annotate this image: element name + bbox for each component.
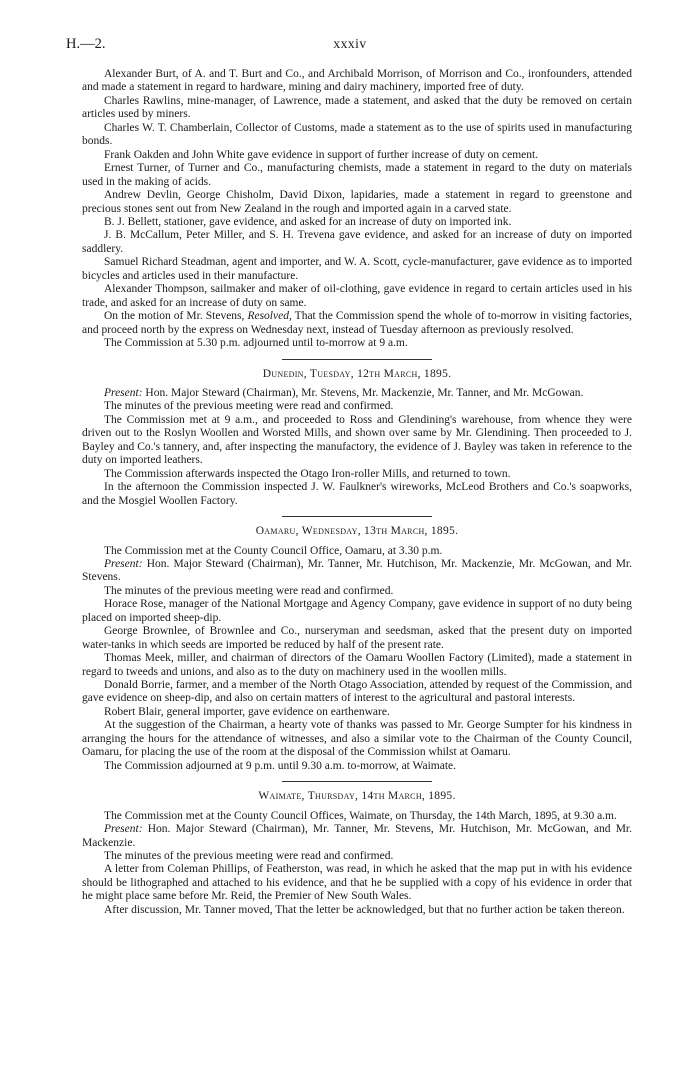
oamaru-section — [82, 525, 632, 773]
paragraph: Ernest Turner, of Turner and Co., manufacturing chemists, made a statement in regard to the duty on materials used in the making of acids. — [82, 162, 632, 188]
paragraph: The Commission met at 9 a.m., and proceeded to Ross and Glendining's warehouse, from whence they were driven out to the Roslyn Woollen and Worsted Mills, and shown over same by Mr. Glendining. Then proceeded to J. Bayley and Co.'s tannery, and, after inspecting the manufactory, the evidence of J. Bayley was taken in reference to the duty on imported leathers. — [82, 413, 632, 467]
paragraph: In the afternoon the Commission inspected J. W. Faulkner's wireworks, McLeod Brothers and Co.'s soapworks, and the Mosgiel Woollen Factory. — [82, 481, 632, 507]
present-text: Hon. Major Steward (Chairman), Mr. Tanner, Mr. Stevens, Mr. Hutchison, Mr. McGowan, and Mr. Mackenzie. — [82, 823, 632, 849]
motion-paragraph — [82, 310, 632, 337]
paragraph: The Commission met at the County Council Offices, Waimate, on Thursday, the 14th March, 1895, at 9.30 a.m. — [104, 809, 617, 822]
intro-section — [82, 68, 632, 351]
resolved-label: Resolved, — [247, 310, 292, 323]
paragraph: George Brownlee, of Brownlee and Co., nurseryman and seedsman, asked that the present duty on imported water-tanks in which seeds are imported be reduced by half of the present rate. — [82, 625, 632, 651]
paragraph: B. J. Bellett, stationer, gave evidence, and asked for an increase of duty on imported ink. — [104, 215, 512, 228]
paragraph: Horace Rose, manager of the National Mortgage and Agency Company, gave evidence in support of no duty being placed on imported sheep-dip. — [82, 598, 632, 624]
section-heading: Waimate, Thursday, 14th March, 1895. — [258, 790, 456, 803]
paragraph: The Commission adjourned at 9 p.m. until 9.30 a.m. to-morrow, at Waimate. — [104, 759, 457, 772]
paragraph: J. B. McCallum, Peter Miller, and S. H. Trevena gave evidence, and asked for an increase of duty on imported saddlery. — [82, 229, 632, 255]
present-text: Hon. Major Steward (Chairman), Mr. Tanner, Mr. Hutchison, Mr. Mackenzie, Mr. McGowan, and Mr. Stevens. — [82, 557, 632, 584]
document-body — [82, 68, 632, 917]
paragraph: Frank Oakden and John White gave evidence in support of further increase of duty on cement. — [104, 148, 539, 161]
document-reference: H.—2. — [66, 36, 106, 52]
section-divider — [282, 359, 432, 360]
paragraph: The minutes of the previous meeting were read and confirmed. — [104, 400, 394, 413]
paragraph: The minutes of the previous meeting were read and confirmed. — [104, 850, 394, 863]
dunedin-section — [82, 368, 632, 509]
present-label: Present: — [104, 557, 143, 570]
paragraph: Alexander Thompson, sailmaker and maker of oil-clothing, gave evidence in regard to certain articles used in his trade, and asked for an increase of duty on same. — [82, 283, 632, 309]
paragraph: The Commission afterwards inspected the Otago Iron-roller Mills, and returned to town. — [104, 467, 511, 480]
paragraph: Samuel Richard Steadman, agent and importer, and W. A. Scott, cycle-manufacturer, gave evidence as to imported bicycles and articles used in their manufacture. — [82, 256, 632, 282]
section-divider — [282, 516, 432, 517]
present-label: Present: — [104, 823, 143, 836]
paragraph: Robert Blair, general importer, gave evidence on earthenware. — [104, 705, 390, 718]
present-text: Hon. Major Steward (Chairman), Mr. Stevens, Mr. Mackenzie, Mr. Tanner, and Mr. McGowan. — [142, 386, 584, 399]
paragraph: Alexander Burt, of A. and T. Burt and Co., and Archibald Morrison, of Morrison and Co., ironfounders, attended and made a statement in regard to hardware, mining and dairy machinery, imported free of duty. — [82, 68, 632, 94]
paragraph: Charles W. T. Chamberlain, Collector of Customs, made a statement as to the use of spirits used in manufacturing bonds. — [82, 121, 632, 148]
paragraph: Andrew Devlin, George Chisholm, David Dixon, lapidaries, made a statement in regard to greenstone and precious stones sent out from New Zealand in the rough and imported again in a carved state. — [82, 189, 632, 215]
paragraph: Charles Rawlins, mine-manager, of Lawrence, made a statement, and asked that the duty be removed on certain articles used by miners. — [82, 94, 632, 121]
paragraph: The minutes of the previous meeting were read and confirmed. — [104, 584, 394, 597]
waimate-section — [82, 790, 632, 917]
paragraph: The Commission met at the County Council Office, Oamaru, at 3.30 p.m. — [104, 544, 443, 557]
present-paragraph — [82, 558, 632, 585]
paragraph: A letter from Coleman Phillips, of Featherston, was read, in which he asked that the map put in with his evidence should be lithographed and attached to his evidence, and that he be supplied with a copy of his evidence in order that he might place same before Mr. Reid, the Premier of New South Wales. — [82, 863, 632, 903]
section-heading: Oamaru, Wednesday, 13th March, 1895. — [255, 525, 459, 538]
page-header — [66, 36, 634, 56]
section-heading: Dunedin, Tuesday, 12th March, 1895. — [262, 367, 452, 380]
paragraph: Donald Borrie, farmer, and a member of the North Otago Association, attended by request of the Commission, and gave evidence on sheep-dip, and also on certain matters of interest to the agricultural and pastoral interests. — [82, 679, 632, 705]
paragraph: After discussion, Mr. Tanner moved, That the letter be acknowledged, but that no further action be taken thereon. — [104, 903, 625, 916]
present-paragraph — [82, 823, 632, 850]
paragraph: At the suggestion of the Chairman, a hearty vote of thanks was passed to Mr. George Sumpter for his kindness in arranging the hours for the attendance of witnesses, and also a similar vote to the Chairman of the County Council, Oamaru, for placing the use of the room at the disposal of the Commission whilst at Oamaru. — [82, 719, 632, 759]
present-paragraph — [82, 387, 632, 400]
present-label: Present: — [104, 386, 143, 399]
paragraph: Thomas Meek, miller, and chairman of directors of the Oamaru Woollen Factory (Limited), made a statement in regard to tweeds and unions, and also as to the duty on machinery used in the woollen mills. — [82, 652, 632, 678]
paragraph: The Commission at 5.30 p.m. adjourned until to-morrow at 9 a.m. — [104, 337, 408, 350]
page-number: xxxiv — [333, 36, 367, 51]
section-divider — [282, 781, 432, 782]
motion-prefix: On the motion of Mr. Stevens, — [104, 310, 248, 323]
motion-text: That the Commission spend the whole of to-morrow in visiting factories, and proceed north by the express on Wednesday next, instead of Tuesday afternoon as previously resolved. — [82, 310, 632, 336]
